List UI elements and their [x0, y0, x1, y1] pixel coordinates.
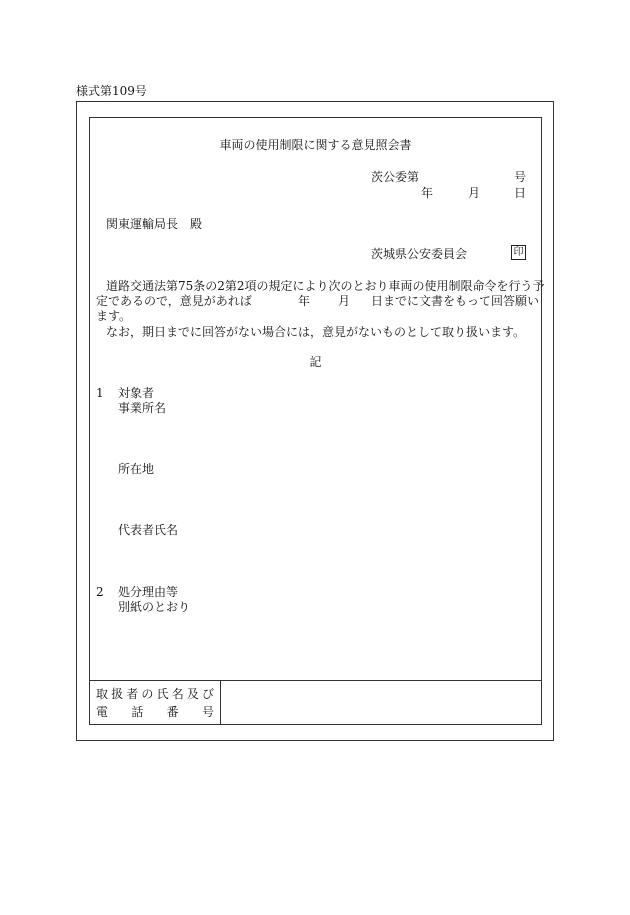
body-line-2-end: 日までに文書をもって回答願い: [371, 294, 540, 308]
handler-char: び: [201, 687, 214, 701]
date-year: 年: [421, 186, 434, 200]
seal-mark: 印: [511, 245, 526, 260]
item-2-number: 2: [96, 585, 104, 599]
body-line-1: 道路交通法第75条の2第2項の規定により次のとおり車両の使用制限命令を行う予: [106, 279, 545, 293]
handler-char: 名: [171, 687, 184, 701]
body-line-2-start: 定であるので，意見があれば: [96, 294, 252, 308]
phone-char: 電: [96, 705, 109, 719]
phone-char: 号: [201, 705, 214, 719]
inner-frame: [89, 117, 542, 725]
handler-entry-cell[interactable]: [222, 682, 540, 723]
handler-char: の: [141, 687, 154, 701]
form-number: 様式第109号: [76, 84, 147, 98]
date-month: 月: [468, 186, 481, 200]
handler-label-row-1: [96, 687, 214, 701]
handler-char: 取: [96, 687, 109, 701]
phone-char: 話: [131, 705, 144, 719]
document-title: 車両の使用制限に関する意見照会書: [219, 138, 412, 152]
representative-label: 代表者氏名: [118, 523, 179, 537]
handler-char: 氏: [156, 687, 169, 701]
footer-divider: [89, 680, 542, 681]
ki-heading: 記: [309, 355, 322, 369]
body-line-4: なお，期日までに回答がない場合には，意見がないものとして取り扱います。: [106, 325, 526, 339]
business-name-label: 事業所名: [118, 401, 167, 415]
deadline-month: 月: [338, 294, 351, 308]
handler-char: 扱: [111, 687, 124, 701]
handler-label-row-2: [96, 705, 214, 719]
footer-column-divider: [220, 680, 221, 725]
deadline-year: 年: [298, 294, 311, 308]
handler-char: 者: [126, 687, 139, 701]
phone-char: 番: [166, 705, 179, 719]
doc-number-prefix: 茨公委第: [371, 170, 420, 184]
sender: 茨城県公安委員会: [371, 247, 468, 261]
date-day: 日: [514, 186, 527, 200]
item-1-heading: 対象者: [118, 386, 155, 400]
addressee: 関東運輸局長 殿: [106, 217, 203, 231]
body-line-3: ます。: [96, 309, 132, 323]
item-2-heading: 処分理由等: [118, 585, 179, 599]
item-2-detail: 別紙のとおり: [118, 600, 191, 614]
address-label: 所在地: [118, 462, 155, 476]
handler-char: 及: [186, 687, 199, 701]
item-1-number: 1: [96, 386, 104, 400]
doc-number-suffix: 号: [514, 170, 527, 184]
